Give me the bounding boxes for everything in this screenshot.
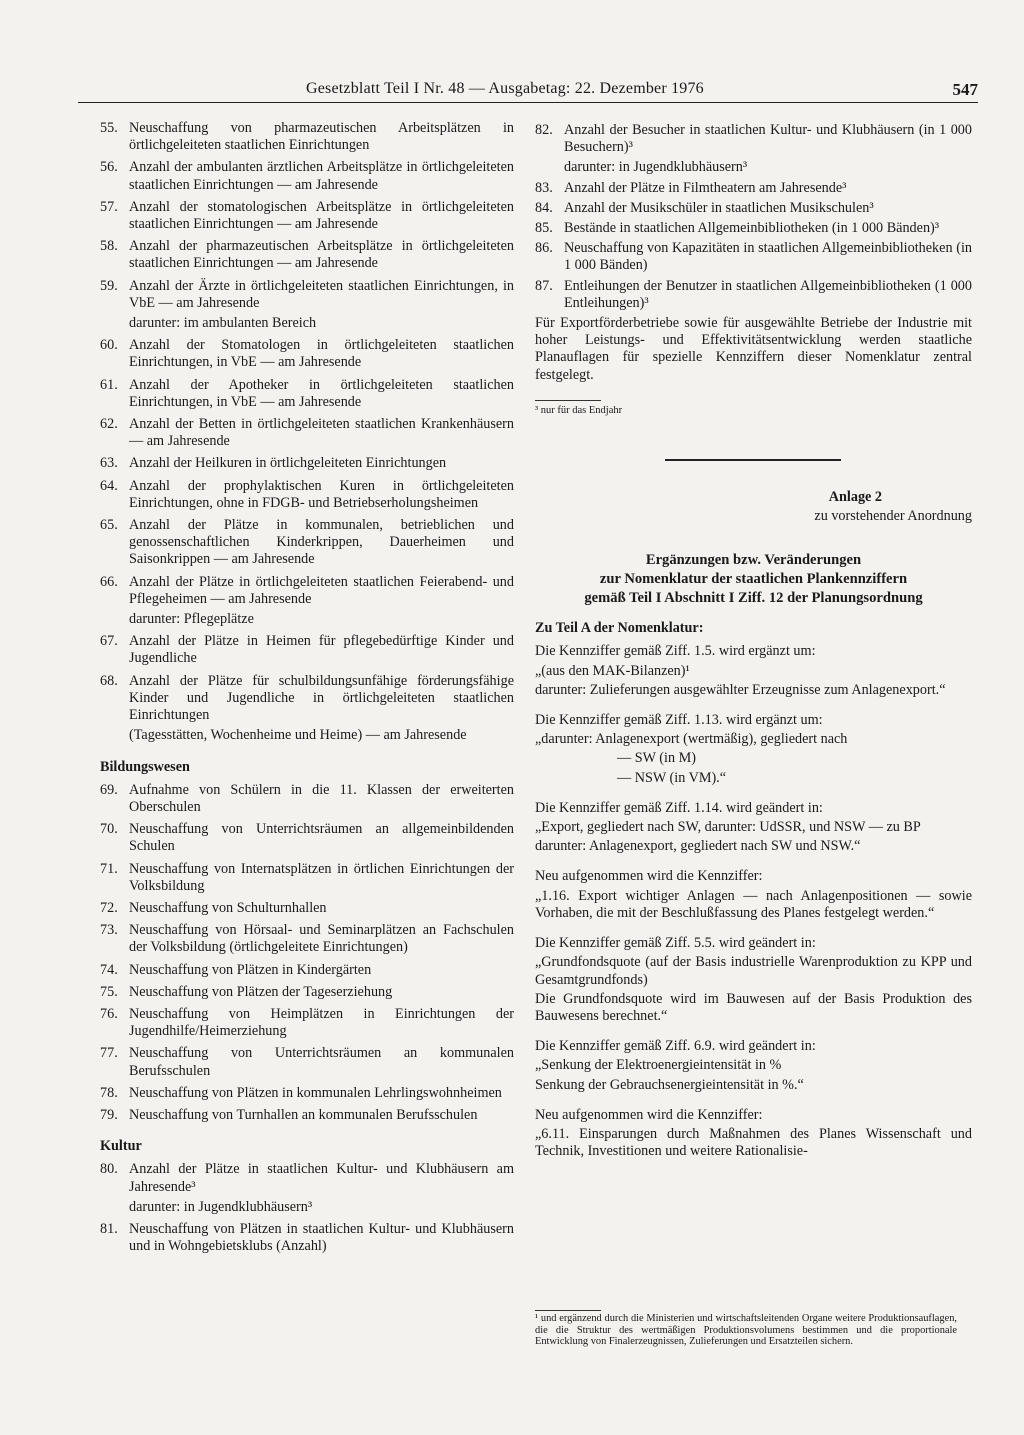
item-text: Neuschaffung von Plätzen in Kindergärten [129, 961, 372, 978]
footnote-rule [535, 400, 601, 401]
item-text: Anzahl der Ärzte in örtlichgeleiteten staatlichen Einrichtungen, in VbE — am Jahresende [129, 277, 514, 311]
amendment-block [535, 712, 972, 787]
item-list [535, 122, 972, 312]
item-number: 76. [100, 1005, 118, 1022]
item-text: Anzahl der Apotheker in örtlichgeleiteten staatlichen Einrichtungen, in VbE — am Jahresende [129, 376, 514, 410]
item-subtext: darunter: Pflegeplätze [129, 611, 254, 628]
amendment-text: Senkung der Gebrauchsenergieintensität in %.“ [535, 1076, 804, 1093]
item-number: 82. [535, 122, 553, 138]
item-number: 64. [100, 477, 118, 494]
item-subtext: darunter: im ambulanten Bereich [129, 315, 317, 332]
numbered-item [100, 478, 514, 512]
section-heading-kultur: Kultur [100, 1138, 142, 1155]
item-number: 67. [100, 633, 118, 650]
item-number: 78. [100, 1084, 118, 1101]
item-number: 63. [100, 455, 118, 472]
amendment-text: Die Grundfondsquote wird im Bauwesen auf der Basis Produktion des Bauwesens berechnet.“ [535, 990, 972, 1024]
item-text: Anzahl der Betten in örtlichgeleiteten staatlichen Krankenhäusern — am Jahresende [129, 416, 514, 450]
item-number: 74. [100, 961, 118, 978]
item-list [100, 120, 514, 745]
item-text: Neuschaffung von pharmazeutischen Arbeitsplätzen in örtlichgeleiteten staatlichen Einrichtungen [129, 120, 514, 154]
footnote-3: ³ nur für das Endjahr [535, 404, 623, 416]
numbered-item [100, 922, 514, 956]
item-text: Anzahl der Plätze in Heimen für pflegebedürftige Kinder und Jugendliche [129, 633, 514, 667]
item-number: 72. [100, 899, 118, 916]
item-text: Anzahl der stomatologischen Arbeitsplätze in örtlichgeleiteten staatlichen Einrichtungen — am Jahresende [129, 198, 514, 233]
item-text: Bestände in staatlichen Allgemeinbibliotheken (in 1 000 Bänden)³ [564, 220, 940, 237]
item-number: 55. [100, 120, 118, 136]
annex-heading [535, 551, 972, 608]
item-number: 69. [100, 781, 118, 798]
footnote-1: ¹ und ergänzend durch die Ministerien und wirtschaftsleitenden Organe weitere Produktionsauflagen, die die Struktur des wertmäßigen Produktionsvolumens bestimmen und die proportionale Entwicklung von Finalerzeugnissen, Zulieferungen und Ersatzteilen sichern. [535, 1313, 957, 1348]
numbered-item [100, 782, 514, 816]
numbered-item [100, 1107, 514, 1124]
numbered-item [100, 377, 514, 411]
footnote-block [535, 1310, 957, 1348]
numbered-item [100, 821, 514, 855]
numbered-item [100, 633, 514, 667]
item-number: 62. [100, 416, 118, 433]
left-column [100, 120, 514, 1260]
footnote-rule [535, 1310, 601, 1311]
numbered-item [100, 1221, 514, 1255]
numbered-item [100, 673, 514, 745]
item-number: 73. [100, 922, 118, 939]
item-number: 83. [535, 179, 553, 196]
numbered-item [100, 337, 514, 371]
item-text: Neuschaffung von Turnhallen an kommunalen Berufsschulen [129, 1106, 478, 1123]
item-text: Anzahl der Plätze für schulbildungsunfähige förderungsfähige Kinder und Jugendliche in örtlichgeleiteten staatlichen Einrichtungen [129, 672, 514, 724]
amendment-text: „Grundfondsquote (auf der Basis industrielle Warenproduktion zu KPP und Gesamtgrundfonds) [535, 954, 972, 988]
item-number: 57. [100, 198, 118, 215]
numbered-item [100, 984, 514, 1001]
item-number: 68. [100, 672, 118, 689]
numbered-item [535, 200, 972, 217]
item-text: Anzahl der Stomatologen in örtlichgeleiteten staatlichen Einrichtungen, in VbE — am Jahresende [129, 337, 514, 371]
item-text: Anzahl der Plätze in Filmtheatern am Jahresende³ [564, 179, 847, 196]
amendment-block [535, 1107, 972, 1161]
item-text: Anzahl der Plätze in staatlichen Kultur- und Klubhäusern am Jahresende³ [129, 1161, 514, 1195]
numbered-item [100, 1161, 514, 1216]
amendment-block [535, 800, 972, 856]
item-text: Anzahl der Plätze in kommunalen, betrieblichen und genossenschaftlichen Kinderkrippen, Dauerheimen und Saisonkrippen — am Jahresende [129, 517, 514, 568]
amendment-intro: Neu aufgenommen wird die Kennziffer: [535, 868, 763, 885]
numbered-item [535, 240, 972, 274]
item-text: Anzahl der ambulanten ärztlichen Arbeitsplätze in örtlichgeleiteten staatlichen Einrichtungen — am Jahresende [129, 159, 514, 193]
item-text: Neuschaffung von Unterrichtsräumen an allgemeinbildenden Schulen [129, 821, 514, 855]
item-number: 87. [535, 277, 553, 294]
amendment-block [535, 643, 972, 699]
item-text: Anzahl der pharmazeutischen Arbeitsplätze in örtlichgeleiteten staatlichen Einrichtungen — am Jahresende [129, 238, 514, 272]
item-text: Neuschaffung von Plätzen in staatlichen Kultur- und Klubhäusern und in Wohngebietsklubs (Anzahl) [129, 1220, 514, 1255]
item-number: 56. [100, 159, 118, 176]
numbered-item [100, 120, 514, 154]
section-divider [665, 459, 841, 461]
amendment-text: „darunter: Anlagenexport (wertmäßig), gegliedert nach [535, 731, 848, 748]
item-number: 86. [535, 240, 553, 257]
numbered-item [100, 278, 514, 333]
amendment-dash-item: — NSW (in VM).“ [617, 769, 727, 786]
amendment-text: darunter: Anlagenexport, gegliedert nach SW und NSW.“ [535, 838, 861, 855]
header-title: Gesetzblatt Teil I Nr. 48 — Ausgabetag: 22. Dezember 1976 [306, 80, 704, 97]
anlage-subtitle: zu vorstehender Anordnung [814, 508, 972, 525]
amendment-text: „Senkung der Elektroenergieintensität in % [535, 1057, 782, 1074]
numbered-item [100, 861, 514, 895]
item-number: 70. [100, 821, 118, 838]
item-number: 58. [100, 238, 118, 255]
item-text: Anzahl der prophylaktischen Kuren in örtlichgeleiteten Einrichtungen, ohne in FDGB- und Betriebserholungsheimen [129, 477, 514, 511]
amendment-text: „(aus den MAK-Bilanzen)¹ [535, 662, 690, 679]
amendment-intro: Die Kennziffer gemäß Ziff. 1.13. wird ergänzt um: [535, 712, 823, 729]
numbered-item [100, 1085, 514, 1102]
amendment-intro: Neu aufgenommen wird die Kennziffer: [535, 1106, 763, 1123]
item-subtext: darunter: in Jugendklubhäusern³ [564, 159, 748, 176]
export-paragraph: Für Exportförderbetriebe sowie für ausgewählte Betriebe der Industrie mit hoher Leistungs- und Effektivitätsentwicklung werden staatliche Planauflagen für spezielle Kennziffern dieser Nomenklatur zentral festgelegt. [535, 315, 972, 383]
item-number: 75. [100, 983, 118, 1000]
amendment-text: „6.11. Einsparungen durch Maßnahmen des Planes Wissenschaft und Technik, Investitionen und weitere Rationalisie- [535, 1125, 972, 1160]
item-text: Neuschaffung von Heimplätzen in Einrichtungen der Jugendhilfe/Heimerziehung [129, 1005, 514, 1040]
item-number: 81. [100, 1220, 118, 1237]
numbered-item [535, 278, 972, 312]
item-text: Anzahl der Besucher in staatlichen Kultur- und Klubhäusern (in 1 000 Besuchern)³ [564, 122, 972, 156]
item-number: 77. [100, 1045, 118, 1062]
item-subtext: (Tagesstätten, Wochenheime und Heime) — am Jahresende [129, 727, 467, 744]
item-list [100, 1161, 514, 1255]
section-heading-bildungswesen: Bildungswesen [100, 758, 190, 775]
item-list [100, 782, 514, 1124]
numbered-item [100, 159, 514, 193]
amendment-text: darunter: Zulieferungen ausgewählter Erzeugnisse zum Anlagenexport.“ [535, 681, 946, 698]
page-header [78, 80, 978, 103]
item-text: Anzahl der Musikschüler in staatlichen Musikschulen³ [564, 199, 874, 216]
amendment-text: „Export, gegliedert nach SW, darunter: UdSSR, und NSW — zu BP [535, 819, 921, 836]
amendment-intro: Die Kennziffer gemäß Ziff. 5.5. wird geändert in: [535, 935, 816, 952]
item-number: 84. [535, 199, 553, 216]
item-text: Anzahl der Heilkuren in örtlichgeleiteten Einrichtungen [129, 455, 447, 472]
item-text: Neuschaffung von Kapazitäten in staatlichen Allgemeinbibliotheken (in 1 000 Bänden) [564, 240, 972, 274]
item-text: Neuschaffung von Plätzen der Tageserziehung [129, 983, 393, 1000]
item-text: Aufnahme von Schülern in die 11. Klassen der erweiterten Oberschulen [129, 781, 514, 815]
amendment-text: „1.16. Export wichtiger Anlagen — nach Anlagenpositionen — sowie Vorhaben, die mit der Beschlußfassung des Planes festgelegt werden.“ [535, 887, 972, 921]
item-number: 59. [100, 277, 118, 294]
item-number: 71. [100, 860, 118, 877]
numbered-item [100, 238, 514, 272]
anlage-label: Anlage 2 [828, 488, 882, 505]
item-text: Neuschaffung von Hörsaal- und Seminarplätzen an Fachschulen der Volksbildung (örtlichgeleitete Einrichtungen) [129, 922, 514, 956]
numbered-item [100, 517, 514, 569]
item-text: Neuschaffung von Schulturnhallen [129, 899, 327, 916]
item-subtext: darunter: in Jugendklubhäusern³ [129, 1198, 313, 1215]
amendment-intro: Die Kennziffer gemäß Ziff. 6.9. wird geändert in: [535, 1038, 816, 1055]
amendment-intro: Die Kennziffer gemäß Ziff. 1.5. wird ergänzt um: [535, 643, 816, 660]
item-text: Neuschaffung von Unterrichtsräumen an kommunalen Berufsschulen [129, 1045, 514, 1079]
right-column [535, 122, 972, 1173]
item-number: 60. [100, 337, 118, 354]
heading-line: gemäß Teil I Abschnitt I Ziff. 12 der Planungsordnung [584, 590, 923, 607]
item-text: Entleihungen der Benutzer in staatlichen Allgemeinbibliotheken (1 000 Entleihungen)³ [564, 277, 972, 311]
amendment-dash-item: — SW (in M) [617, 750, 696, 767]
item-text: Anzahl der Plätze in örtlichgeleiteten staatlichen Feierabend- und Pflegeheimen — am Jahresende [129, 573, 514, 607]
numbered-item [100, 1045, 514, 1079]
page-number: 547 [952, 80, 978, 99]
numbered-item [535, 180, 972, 197]
numbered-item [100, 416, 514, 450]
numbered-item [100, 1006, 514, 1040]
item-number: 80. [100, 1161, 118, 1178]
numbered-item [100, 574, 514, 629]
heading-line: zur Nomenklatur der staatlichen Plankennziffern [599, 571, 908, 588]
item-number: 61. [100, 376, 118, 393]
item-text: Neuschaffung von Internatsplätzen in örtlichen Einrichtungen der Volksbildung [129, 860, 514, 894]
numbered-item [100, 962, 514, 979]
amendment-block [535, 868, 972, 922]
amendment-block [535, 935, 972, 1025]
numbered-item [535, 220, 972, 237]
numbered-item [100, 199, 514, 233]
heading-line: Ergänzungen bzw. Veränderungen [645, 552, 862, 569]
amendment-block [535, 1038, 972, 1094]
numbered-item [535, 122, 972, 177]
numbered-item [100, 455, 514, 472]
item-number: 65. [100, 517, 118, 534]
item-text: Neuschaffung von Plätzen in kommunalen Lehrlingswohnheimen [129, 1084, 502, 1101]
amendment-intro: Die Kennziffer gemäß Ziff. 1.14. wird geändert in: [535, 799, 823, 816]
numbered-item [100, 900, 514, 917]
item-number: 85. [535, 220, 553, 237]
subsection-heading: Zu Teil A der Nomenklatur: [535, 620, 704, 637]
item-number: 66. [100, 573, 118, 590]
item-number: 79. [100, 1106, 118, 1123]
